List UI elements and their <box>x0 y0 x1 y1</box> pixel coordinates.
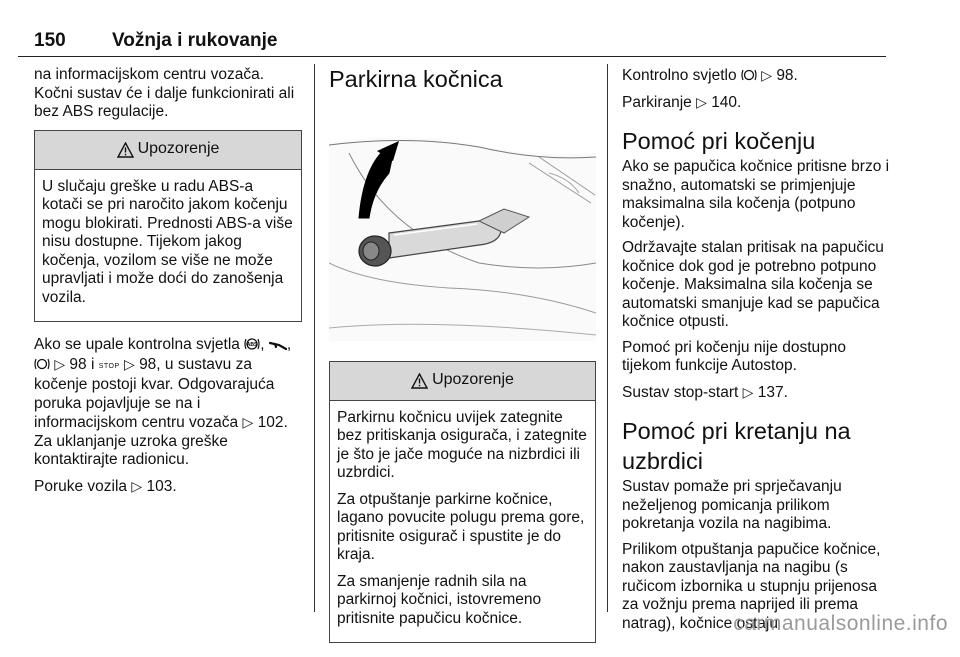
svg-text:ABS: ABS <box>246 342 258 348</box>
page-ref-arrow-icon: ▷ <box>131 477 143 494</box>
warning-triangle-icon <box>411 373 428 389</box>
control-light-paragraph: Kontrolno svjetlo ▷ 98. <box>622 67 798 84</box>
column-2 <box>329 66 596 657</box>
warning-text: U slučaju greške u radu ABS-a kotači se pri naročito jakom kočenju mogu blokirati. Prednosti ABS-a više nisu dostupne. Tijekom jakog kočenja, vozilom se više ne može upravljati i može doći do zanošenja vozila. <box>42 177 293 306</box>
intro-paragraph: na informacijskom centru vozača. Kočni sustav će i dalje funkcionirati ali bez ABS regulacije. <box>34 66 295 120</box>
vehicle-messages-paragraph: Poruke vozila ▷ 103. <box>34 477 177 495</box>
section-title-parking-brake: Parkirna kočnica <box>329 66 503 92</box>
warning-box <box>34 130 302 323</box>
column-divider <box>607 64 608 612</box>
parking-paragraph: Parkiranje ▷ 140. <box>622 93 742 111</box>
abs-warning-icon <box>244 337 260 351</box>
warning-header <box>330 362 595 401</box>
page-ref-arrow-icon: ▷ <box>242 414 254 430</box>
warning-triangle-icon <box>117 142 134 158</box>
page-ref-arrow-icon: ▷ <box>123 355 135 372</box>
page-number: 150 <box>34 30 66 51</box>
page-ref-arrow-icon: ▷ <box>54 355 66 372</box>
warning-text: Za otpuštanje parkirne kočnice, lagano povucite polugu prema gore, pritisnite osigurač i spustite je do kraja. <box>337 490 585 563</box>
warning-box <box>329 361 596 644</box>
stop-start-paragraph: Sustav stop-start ▷ 137. <box>622 383 788 401</box>
page-ref-arrow-icon: ▷ <box>696 93 707 110</box>
paragraph: Pomoć pri kočenju nije dostupno tijekom funkcije Autostop. <box>622 338 847 374</box>
warning-header <box>35 131 301 170</box>
watermark: carmanualsonline.info <box>733 612 948 635</box>
parking-brake-illustration <box>329 113 596 341</box>
page-ref-arrow-icon: ▷ <box>761 67 772 83</box>
brake-warning-icon <box>34 357 50 371</box>
column-1 <box>34 66 302 503</box>
stop-icon: STOP <box>98 362 120 370</box>
column-divider <box>314 64 315 612</box>
section-title-hill-start-assist: Pomoć pri kretanju na uzbrdici <box>622 418 851 474</box>
paragraph: Prilikom otpuštanja papučice kočnice, nakon zaustavljanja na nagibu (s ručicom izbornika u stupnju prijenosa za vožnju prema naprijed ili prema natrag), kočnice ostaju <box>622 540 881 632</box>
warning-text: Za smanjenje radnih sila na parkirnoj kočnici, istovremeno pritisnite papučicu kočnice. <box>337 572 542 627</box>
paragraph: Održavajte stalan pritisak na papučicu kočnice dok god je potrebno potpuno kočenje. Maksimalna sila kočenja se automatski smanjuje kad se papučica kočnice otpusti. <box>622 239 884 330</box>
warning-title: Upozorenje <box>432 371 514 389</box>
warning-title: Upozorenje <box>137 140 220 158</box>
fault-paragraph: Ako se upale kontrolna svjetla ABS , , ▷ 98 i STOP ▷ 98, u sustavu za kočenje postoji kvar. Odgovarajuća poruka pojavljuje se na i informacijskom centru vozača ▷ 102. Za uklanjanje uzroka greške kontaktirajte radionicu. <box>34 336 292 468</box>
section-title-brake-assist: Pomoć pri kočenju <box>622 128 816 154</box>
brake-fluid-icon <box>269 339 287 351</box>
chapter-title: Vožnja i rukovanje <box>112 30 278 51</box>
paragraph: Ako se papučica kočnice pritisne brzo i snažno, automatski se primjenjuje maksimalna sila kočenja (potpuno kočenje). <box>622 158 890 231</box>
page-header <box>18 26 886 57</box>
page-ref-arrow-icon: ▷ <box>742 383 754 400</box>
warning-text: Parkirnu kočnicu uvijek zategnite bez pritiskanja osigurača, i zategnite je što je jače moguće na nizbrdici ili uzbrdici. <box>337 408 587 481</box>
brake-warning-icon <box>741 68 757 82</box>
column-3 <box>622 66 890 640</box>
paragraph: Sustav pomaže pri sprječavanju neželjenog pomicanja prilikom pokretanja vozila na nagibima. <box>622 478 842 532</box>
